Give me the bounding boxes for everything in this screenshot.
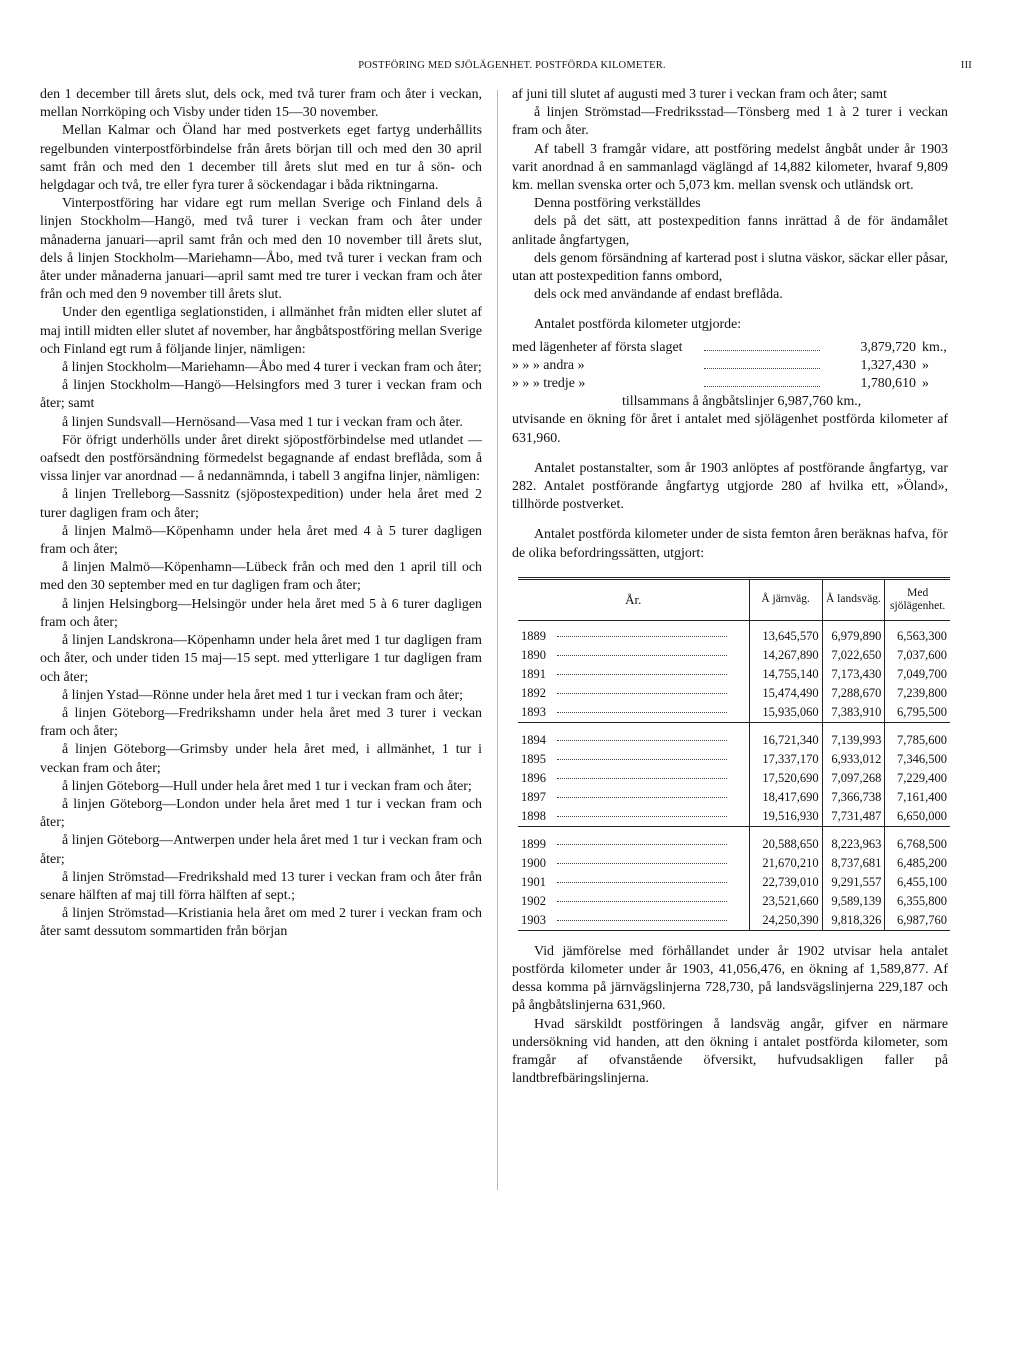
column-divider — [497, 90, 498, 1190]
paragraph: Antalet postförda kilometer under de sista femton åren beräknas hafva, för de olika befordringssätten, utgjort: — [512, 527, 948, 561]
total-unit: » — [922, 376, 929, 392]
paragraph: å linjen Landskrona—Köpenhamn under hela året med 1 tur dagligen fram och åter, och under tiden 15 maj—15 sept. med ytterligare 1 tur dagligen fram och åter; — [40, 633, 482, 685]
paragraph: utvisande en ökning för året i antalet med sjölägenhet postförda kilometer af 631,960. — [512, 412, 948, 446]
year-label: 1898 — [521, 809, 546, 824]
table-row — [518, 807, 950, 827]
leader-dots — [704, 350, 820, 351]
cell-year — [518, 892, 749, 911]
table-group — [518, 620, 950, 722]
table-row — [518, 826, 950, 854]
leader-dots — [557, 901, 727, 902]
total-value: 1,327,430 — [860, 357, 916, 373]
cell-sea: 7,346,500 — [885, 750, 950, 769]
cell-year — [518, 911, 749, 931]
total-row — [512, 357, 948, 375]
cell-year — [518, 788, 749, 807]
right-middle-text — [512, 411, 948, 562]
header-road: Å landsväg. — [822, 578, 885, 620]
leader-dots — [557, 863, 727, 864]
table-group — [518, 722, 950, 826]
paragraph: å linjen Ystad—Rönne under hela året med 1 tur i veckan fram och åter; — [62, 687, 464, 703]
paragraph: dels ock med användande af endast breflåda. — [534, 287, 783, 303]
leader-dots — [557, 778, 727, 779]
cell-year — [518, 750, 749, 769]
right-bottom-text — [512, 943, 948, 1089]
leader-dots — [557, 816, 727, 817]
cell-sea: 6,563,300 — [885, 620, 950, 646]
paragraph: å linjen Stockholm—Hangö—Helsingfors med 3 turer i veckan fram och åter; samt — [40, 378, 482, 412]
cell-year — [518, 684, 749, 703]
year-label: 1893 — [521, 705, 546, 720]
year-label: 1901 — [521, 875, 546, 890]
cell-rail: 23,521,660 — [749, 892, 822, 911]
total-value: 1,780,610 — [860, 376, 916, 392]
leader-dots — [704, 368, 820, 369]
total-row — [512, 339, 948, 357]
cell-sea: 7,785,600 — [885, 722, 950, 750]
cell-rail: 16,721,340 — [749, 722, 822, 750]
running-title: POSTFÖRING MED SJÖLÄGENHET. POSTFÖRDA KILOMETER. — [358, 60, 666, 71]
cell-sea: 7,037,600 — [885, 646, 950, 665]
page-number: III — [960, 60, 972, 71]
paragraph: å linjen Malmö—Köpenhamn under hela året med 4 à 5 turer dagligen fram och åter; — [40, 523, 482, 558]
cell-year — [518, 620, 749, 646]
paragraph: å linjen Göteborg—Hull under hela året med 1 tur i veckan fram och åter; — [62, 778, 472, 794]
cell-rail: 14,267,890 — [749, 646, 822, 665]
paragraph: Denna postföring verkställdes — [534, 196, 701, 212]
year-label: 1896 — [521, 771, 546, 786]
paragraph: dels genom försändning af karterad post i slutna väskor, säckar eller påsar, utan att postexpedition fanns ombord, — [512, 250, 948, 285]
cell-rail: 19,516,930 — [749, 807, 822, 827]
year-label: 1890 — [521, 648, 546, 663]
total-unit: km., — [922, 339, 947, 355]
table-row — [518, 769, 950, 788]
cell-rail: 15,935,060 — [749, 703, 822, 723]
cell-sea: 6,768,500 — [885, 826, 950, 854]
paragraph: den 1 december till årets slut, dels ock, med två turer fram och åter i veckan, mellan Norrköping och Visby under tiden 15—30 november. — [40, 87, 482, 121]
cell-road: 7,097,268 — [822, 769, 885, 788]
cell-road: 7,022,650 — [822, 646, 885, 665]
paragraph: Vid jämförelse med förhållandet under år 1902 utvisar hela antalet postförda kilometer under år 1903, 41,056,476, en ökning af 1,589,877. Af dessa komma på järnvägslinjerna 728,730, på landsvägslinjerna 229,187 och på ångbåtslinjerna 631,960. — [512, 943, 948, 1014]
year-label: 1900 — [521, 856, 546, 871]
table-row — [518, 892, 950, 911]
cell-rail: 20,588,650 — [749, 826, 822, 854]
paragraph: Under den egentliga seglationstiden, i allmänhet från midten eller slutet af maj intill midten eller slutet af november, har ångbåtspostföring mellan Sverige och Finland egt rum å följande linjer, nämligen: — [40, 305, 482, 357]
leader-dots — [557, 797, 727, 798]
paragraph: å linjen Sundsvall—Hernösand—Vasa med 1 tur i veckan fram och åter. — [62, 414, 463, 430]
paragraph: Hvad särskildt postföringen å landsväg angår, gifver en närmare undersökning vid handen, att den ökning i antalet postförda kilometer, som framgår af ofvanstående öfversikt, hufvudsakligen faller på landtbrefbäringslinjerna. — [512, 1016, 948, 1087]
cell-rail: 21,670,210 — [749, 854, 822, 873]
cell-year — [518, 665, 749, 684]
total-value: 3,879,720 — [860, 339, 916, 355]
year-label: 1902 — [521, 894, 546, 909]
cell-road: 9,818,326 — [822, 911, 885, 931]
cell-sea: 7,229,400 — [885, 769, 950, 788]
leader-dots — [704, 386, 820, 387]
table-row — [518, 788, 950, 807]
cell-rail: 18,417,690 — [749, 788, 822, 807]
table-row — [518, 722, 950, 750]
header-rail: Å järnväg. — [749, 578, 822, 620]
year-label: 1899 — [521, 837, 546, 852]
cell-sea: 6,795,500 — [885, 703, 950, 723]
table-row — [518, 646, 950, 665]
table-row — [518, 703, 950, 723]
km-totals — [512, 339, 948, 412]
cell-sea: 7,239,800 — [885, 684, 950, 703]
cell-sea: 6,355,800 — [885, 892, 950, 911]
paragraph: Antalet postförda kilometer utgjorde: — [534, 317, 742, 333]
cell-rail: 15,474,490 — [749, 684, 822, 703]
cell-road: 7,173,430 — [822, 665, 885, 684]
paragraph: å linjen Strömstad—Kristiania hela året om med 2 turer i veckan fram och åter samt dessutom sommartiden från början — [40, 906, 482, 940]
cell-year — [518, 646, 749, 665]
cell-road: 8,223,963 — [822, 826, 885, 854]
paragraph: dels på det sätt, att postexpedition fanns inrättad å de för ändamålet anlitade ångfartygen, — [512, 214, 948, 248]
total-row — [512, 375, 948, 393]
cell-sea: 7,161,400 — [885, 788, 950, 807]
cell-sea: 6,650,000 — [885, 807, 950, 827]
paragraph: af juni till slutet af augusti med 3 turer i veckan fram och åter; samt — [512, 87, 887, 102]
leader-dots — [557, 693, 727, 694]
cell-rail: 17,337,170 — [749, 750, 822, 769]
cell-year — [518, 722, 749, 750]
header-sea: Med sjölägenhet. — [885, 578, 950, 620]
total-label: » » » andra » — [512, 357, 585, 373]
table-row — [518, 620, 950, 646]
paragraph: å linjen Göteborg—Grimsby under hela året med, i allmänhet, 1 tur i veckan fram och åter; — [40, 742, 482, 776]
year-label: 1894 — [521, 733, 546, 748]
paragraph: å linjen Malmö—Köpenhamn—Lübeck från och med den 1 april till och med den 30 september med en tur dagligen fram och åter; — [40, 560, 482, 594]
right-top-text — [512, 86, 948, 335]
table-row — [518, 873, 950, 892]
total-label: med lägenheter af första slaget — [512, 339, 683, 355]
paragraph: å linjen Göteborg—Antwerpen under hela året med 1 tur i veckan fram och åter; — [40, 833, 482, 867]
leader-dots — [557, 712, 727, 713]
leader-dots — [557, 636, 727, 637]
cell-road: 6,933,012 — [822, 750, 885, 769]
total-sum: tillsammans å ångbåtslinjer 6,987,760 km., — [622, 394, 862, 410]
leader-dots — [557, 759, 727, 760]
cell-road: 8,737,681 — [822, 854, 885, 873]
leader-dots — [557, 655, 727, 656]
cell-year — [518, 873, 749, 892]
right-column — [512, 86, 948, 1089]
leader-dots — [557, 920, 727, 921]
paragraph: å linjen Göteborg—Fredrikshamn under hela året med 3 turer i veckan fram och åter; — [40, 705, 482, 740]
cell-road: 7,366,738 — [822, 788, 885, 807]
cell-year — [518, 807, 749, 827]
cell-road: 7,731,487 — [822, 807, 885, 827]
cell-rail: 13,645,570 — [749, 620, 822, 646]
total-unit: » — [922, 357, 929, 373]
year-label: 1897 — [521, 790, 546, 805]
paragraph: Mellan Kalmar och Öland har med postverkets eget fartyg underhållits regelbunden vinterpostförbindelse från årets början till och med den 30 april samt från och med den 1 december till årets slut med en tur å sön- och helgdagar och två, tre eller fyra turer å söckendagar i båda riktningarna. — [40, 123, 482, 194]
paragraph: å linjen Stockholm—Mariehamn—Åbo med 4 turer i veckan fram och åter; — [62, 360, 482, 376]
cell-road: 9,589,139 — [822, 892, 885, 911]
cell-rail: 24,250,390 — [749, 911, 822, 931]
paragraph: För öfrigt underhölls under året direkt sjöpostförbindelse med utlandet — oafsedt den postförsändning förmedelst begagnande af endast breflåda, som å vissa linjer var anordnad — å nedannämnda, i tabell 3 angifna linjer, nämligen: — [40, 432, 482, 485]
table-row — [518, 911, 950, 931]
leader-dots — [557, 882, 727, 883]
total-label: » » » tredje » — [512, 376, 586, 392]
cell-year — [518, 826, 749, 854]
year-label: 1891 — [521, 667, 546, 682]
cell-sea: 7,049,700 — [885, 665, 950, 684]
paragraph: Vinterpostföring har vidare egt rum mellan Sverige och Finland dels å linjen Stockholm—Hangö, med två turer i veckan fram och åter under månaderna januari—april samt från och med den 10 november till årets slut, dels å linjen Stockholm—Mariehamn—Åbo, med två turer i veckan fram och åter under månaderna januari—april samt med tre turer i veckan fram och åter från och med den 9 november till årets slut. — [40, 196, 482, 303]
year-label: 1889 — [521, 629, 546, 644]
kilometer-table — [518, 577, 950, 931]
year-label: 1903 — [521, 913, 546, 928]
cell-sea: 6,455,100 — [885, 873, 950, 892]
paragraph: å linjen Strömstad—Fredrikshald med 13 turer i veckan fram och åter från senare hälften af maj till förra hälften af sept.; — [40, 869, 482, 903]
cell-year — [518, 703, 749, 723]
table-row — [518, 665, 950, 684]
page-header — [40, 60, 984, 78]
cell-road: 6,979,890 — [822, 620, 885, 646]
cell-rail: 14,755,140 — [749, 665, 822, 684]
header-year: År. — [518, 578, 749, 620]
paragraph: å linjen Trelleborg—Sassnitz (sjöpostexpedition) under hela året med 2 turer dagligen fram och åter; — [40, 487, 482, 521]
cell-sea: 6,987,760 — [885, 911, 950, 931]
cell-rail: 17,520,690 — [749, 769, 822, 788]
cell-road: 7,139,993 — [822, 722, 885, 750]
paragraph: Af tabell 3 framgår vidare, att postföring medelst ångbåt under år 1903 varit anordnad å en sammanlagd väglängd af 14,882 kilometer, hvaraf 9,809 km. mellan svenska orter och 5,073 km. mellan svensk och utländsk ort. — [512, 141, 948, 194]
leader-dots — [557, 674, 727, 675]
leader-dots — [557, 844, 727, 845]
paragraph: å linjen Göteborg—London under hela året med 1 tur i veckan fram och åter; — [40, 796, 482, 831]
cell-road: 7,383,910 — [822, 703, 885, 723]
cell-year — [518, 854, 749, 873]
cell-road: 7,288,670 — [822, 684, 885, 703]
table-header-row — [518, 578, 950, 620]
cell-sea: 6,485,200 — [885, 854, 950, 873]
cell-road: 9,291,557 — [822, 873, 885, 892]
table-row — [518, 684, 950, 703]
left-column — [40, 86, 482, 942]
paragraph: å linjen Strömstad—Fredriksstad—Tönsberg med 1 à 2 turer i veckan fram och åter. — [512, 105, 948, 139]
year-label: 1892 — [521, 686, 546, 701]
leader-dots — [557, 740, 727, 741]
year-label: 1895 — [521, 752, 546, 767]
table-group — [518, 826, 950, 930]
paragraph: Antalet postanstalter, som år 1903 anlöptes af postförande ångfartyg, var 282. Antalet postförande ångfartyg utgjorde 280 af hvilka ett, »Öland», tillhörde postverket. — [512, 460, 948, 513]
paragraph: å linjen Helsingborg—Helsingör under hela året med 5 à 6 turer dagligen fram och åter; — [40, 596, 482, 630]
table-row — [518, 854, 950, 873]
cell-rail: 22,739,010 — [749, 873, 822, 892]
cell-year — [518, 769, 749, 788]
table-row — [518, 750, 950, 769]
